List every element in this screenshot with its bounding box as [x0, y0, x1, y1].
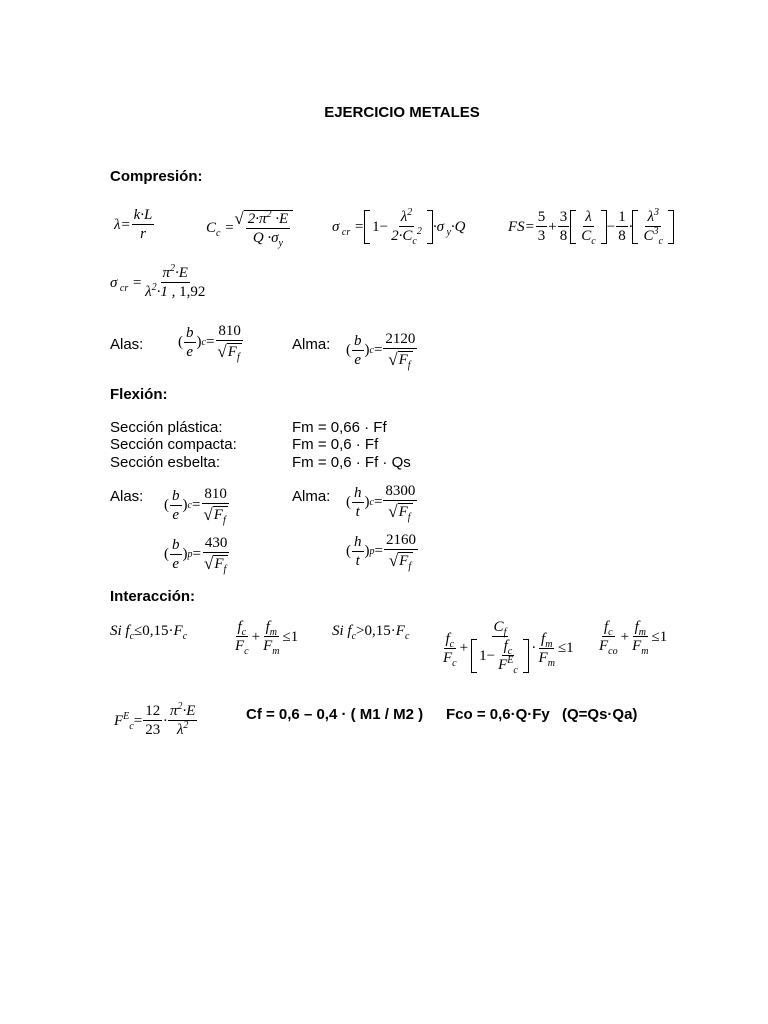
- flexion-row-value: Fm = 0,6 · Ff · Qs: [292, 454, 411, 471]
- note-fco: Fco = 0,6·Q·Fy: [446, 706, 550, 723]
- formula-fe: $F^E_c$ = $\frac{12}{23}$ · $\frac{\pi^2\cdot E}{\lambda^2}$: [114, 701, 196, 738]
- page-title: EJERCICIO METALES: [324, 104, 480, 121]
- label-alas-flex: Alas:: [110, 488, 144, 505]
- label-alma-comp: Alma:: [292, 336, 331, 353]
- flexion-row-value: Fm = 0,66 · Ff: [292, 419, 387, 436]
- condition-high: Si $f_c>0,15\cdot F_c$: [332, 623, 410, 642]
- flexion-row-value: Fm = 0,6 · Ff: [292, 436, 379, 453]
- formula-slenderness: λ= $\frac{k\cdot L}{r}$: [114, 207, 153, 242]
- formula-cc: $C_c$ = √ $\frac{2\cdot\pi^2 \cdot E}{Q \cdot\sigma_y}$: [206, 210, 293, 246]
- formula-interaction-fco: $\frac{f_c}{F_{co}}$ + $\frac{f_m}{F_m}$ ≤1: [599, 619, 668, 657]
- note-cf: Cf = 0,6 – 0,4 · ( M1 / M2 ): [246, 706, 424, 723]
- label-alas-comp: Alas:: [110, 336, 144, 353]
- formula-sigma-cr: σ $_{cr}$ = 1− $\frac{\lambda^2}{2\cdot C_c^2}$ ·σ $_y$·Q: [332, 207, 466, 247]
- formula-alas-comp: ( $\frac{b}{e}$ ) c = 810 √ $F_f$: [178, 323, 241, 363]
- formula-alas-flex-p: ( $\frac{b}{e}$ ) p = 430 √ $F_f$: [164, 535, 228, 575]
- condition-low: Si $f_c\le 0,15\cdot F_c$: [110, 623, 188, 642]
- formula-alma-comp: ( $\frac{b}{e}$ ) c = 2120 √ $F_f$: [346, 331, 416, 371]
- formula-alas-flex-c: ( $\frac{b}{e}$ ) c = 810 √ $F_f$: [164, 486, 227, 526]
- label-alma-flex: Alma:: [292, 488, 331, 505]
- section-flexion: Flexión:: [110, 386, 168, 403]
- formula-alma-flex-p: ( $\frac{h}{t}$ ) p = 2160 √ $F_f$: [346, 532, 416, 572]
- formula-fs: FS= $\frac{5}{3}$ + $\frac{3}{8}$ $\frac{\lambda}{C_c}$ − $\frac{1}{8}$ · $\frac{\lambda^3}{C^3_c}$: [508, 210, 674, 244]
- formula-interaction-low: $\frac{f_c}{F_c}$ + $\frac{f_m}{F_m}$ ≤1: [235, 619, 299, 657]
- flexion-row-label: Sección compacta:: [110, 436, 237, 453]
- flexion-row-label: Sección esbelta:: [110, 454, 221, 471]
- formula-sigma-euler: σ $_{cr}$ = $\frac{\pi^2\cdot E}{\lambda^2\cdot 1 , 1,92}$: [110, 263, 206, 300]
- note-q: (Q=Qs·Qa): [562, 706, 638, 723]
- section-compresion: Compresión:: [110, 168, 203, 185]
- formula-alma-flex-c: ( $\frac{h}{t}$ ) c = 8300 √ $F_f$: [346, 483, 416, 523]
- flexion-row-label: Sección plástica:: [110, 419, 223, 436]
- formula-interaction-high: $\frac{f_c}{F_c}$ + $C_f$ 1− $\frac{f_c}{F^E_c}$ · $\frac{f_m}{F_m}$ ≤1: [443, 619, 574, 676]
- section-interaccion: Interacción:: [110, 588, 196, 605]
